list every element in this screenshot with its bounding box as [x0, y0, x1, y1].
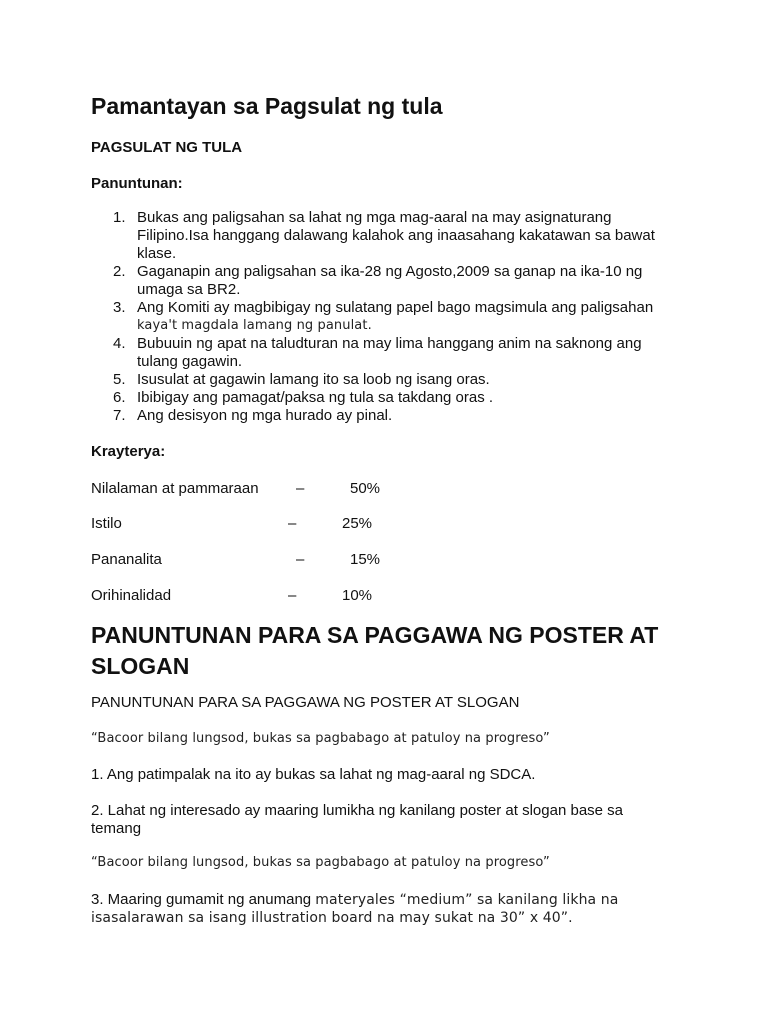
rule-number-text: 7. [113, 407, 126, 424]
rule-text-line: Bubuuin ng apat na taludturan na may lima hanggang anim na saknong ang [137, 335, 642, 352]
criteria-name: Istilo [91, 515, 122, 532]
rule-text-line: tulang gagawin. [137, 353, 243, 370]
rule-text [137, 371, 691, 389]
rule-text-line: Isusulat at gagawin lamang ito sa loob ng isang oras. [137, 371, 490, 388]
poster-subtitle: PANUNTUNAN PARA SA PAGGAWA NG POSTER AT SLOGAN [91, 694, 520, 711]
rule-text [137, 263, 691, 299]
rule-number [91, 209, 137, 227]
criteria-name: Pananalita [91, 551, 162, 568]
rule-number [91, 407, 137, 425]
criteria-percent: 25% [342, 515, 373, 532]
criteria-dash: – [288, 587, 297, 604]
rule-text-line: umaga sa BR2. [137, 281, 241, 298]
rule-text-line: Ang desisyon ng mga hurado ay pinal. [137, 407, 393, 424]
rule-item [91, 263, 691, 299]
rule-item [91, 299, 691, 335]
rule-text [137, 389, 691, 407]
rule-item [91, 407, 691, 425]
poster-rule-1: 1. Ang patimpalak na ito ay bukas sa lahat ng mag-aaral ng SDCA. [91, 766, 536, 783]
theme-quote: “Bacoor bilang lungsod, bukas sa pagbabago at patuloy na progreso” [91, 855, 550, 870]
rule-number [91, 263, 137, 281]
rule-number-text: 2. [113, 263, 126, 280]
rule-number-text: 6. [113, 389, 126, 406]
section-subtitle: PAGSULAT NG TULA [91, 139, 243, 156]
poster-rule-2 [91, 802, 623, 838]
rule-number-text: 4. [113, 335, 126, 352]
poster-rule-2-line2: temang [91, 820, 142, 837]
criteria-dash: – [296, 551, 305, 568]
rule-text-line: Bukas ang paligsahan sa lahat ng mga mag-aaral na may asignaturang [137, 209, 612, 226]
criteria-percent: 15% [350, 551, 381, 568]
page-title: Pamantayan sa Pagsulat ng tula [91, 93, 443, 119]
rule-text-line: Ibibigay ang pamagat/paksa ng tula sa takdang oras . [137, 389, 494, 406]
rule-number [91, 389, 137, 407]
rule-text-line: Ang Komiti ay magbibigay ng sulatang papel bago magsimula ang paligsahan [137, 299, 654, 316]
poster-rule-3 [91, 891, 618, 927]
criteria-dash: – [296, 480, 305, 497]
theme-quote: “Bacoor bilang lungsod, bukas sa pagbabago at patuloy na progreso” [91, 731, 550, 746]
poster-rule-3-line1-b: materyales “medium” sa kanilang likha na [315, 892, 619, 908]
rules-heading: Panuntunan: [91, 175, 183, 192]
rule-text-line: Gaganapin ang paligsahan sa ika-28 ng Agosto,2009 sa ganap na ika-10 ng [137, 263, 643, 280]
criteria-name: Orihinalidad [91, 587, 172, 604]
rule-number-text: 3. [113, 299, 126, 316]
rule-text [137, 209, 691, 263]
rule-number-text: 1. [113, 209, 126, 226]
poster-title-line2: SLOGAN [91, 653, 190, 679]
criteria-name: Nilalaman at pammaraan [91, 480, 259, 497]
rule-text [137, 407, 691, 425]
poster-rule-3-line1-a: 3. Maaring gumamit ng anumang [91, 891, 316, 908]
rule-item [91, 335, 691, 371]
criteria-percent: 10% [342, 587, 373, 604]
rule-text-line: klase. [137, 245, 177, 262]
criteria-percent: 50% [350, 480, 381, 497]
poster-rule-2-line1: 2. Lahat ng interesado ay maaring lumikha ng kanilang poster at slogan base sa [91, 802, 624, 819]
rule-text [137, 299, 691, 335]
poster-title-line1: PANUNTUNAN PARA SA PAGGAWA NG POSTER AT [91, 622, 659, 648]
rule-number [91, 371, 137, 389]
rule-text-line: Filipino.Isa hanggang dalawang kalahok ang inaasahang kakatawan sa bawat [137, 227, 655, 244]
rule-item [91, 209, 691, 263]
rule-text-line: kaya't magdala lamang ng panulat. [137, 318, 372, 333]
rule-number [91, 335, 137, 353]
rule-item [91, 389, 691, 407]
rule-text [137, 335, 691, 371]
poster-title [91, 620, 658, 682]
rule-number-text: 5. [113, 371, 126, 388]
criteria-dash: – [288, 515, 297, 532]
rules-list [91, 209, 691, 425]
poster-rule-3-line2: isasalarawan sa isang illustration board na may sukat na 30” x 40”. [91, 910, 573, 926]
rule-item [91, 371, 691, 389]
rule-number [91, 299, 137, 317]
criteria-heading: Krayterya: [91, 443, 166, 460]
